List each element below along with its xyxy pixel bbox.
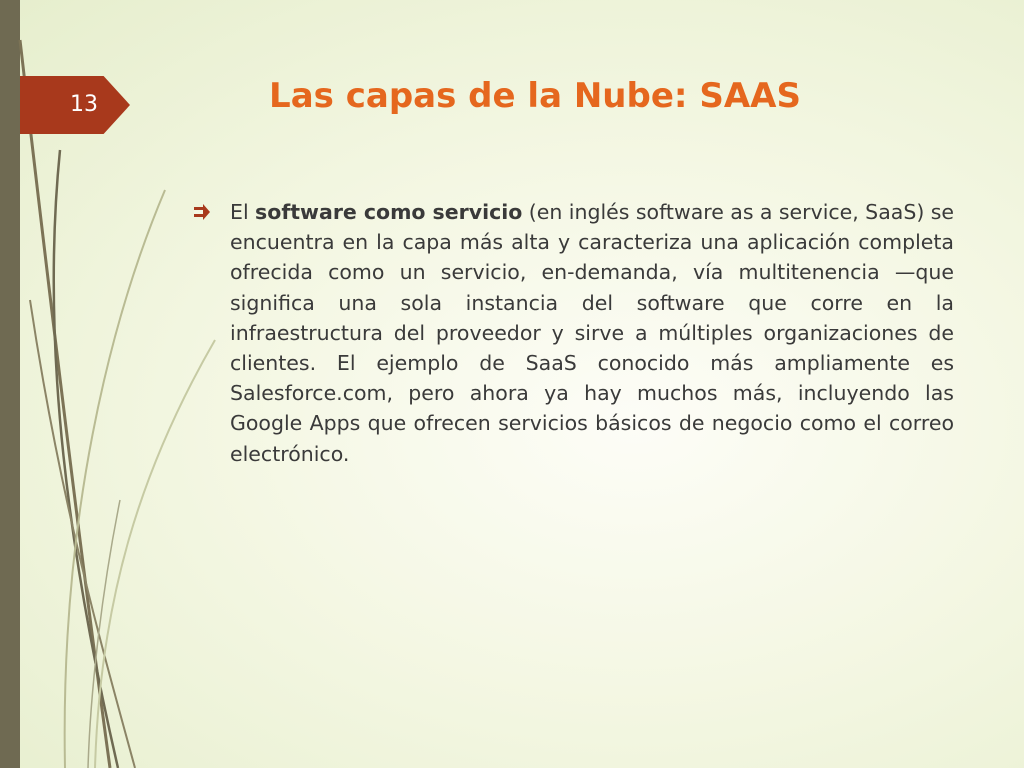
bullet-rest: (en inglés software as a service, SaaS) se encuentra en la capa más alta y caracteriza una aplicación completa ofrecida como un servicio, en-demanda, vía multitenencia —que significa una sola instancia del software que corre en la infraestructura del proveedor y sirve a múltiples organizaciones de clientes. El ejemplo de SaaS conocido más ampliamente es Salesforce.com, pero ahora ya hay muchos más, incluyendo las Google Apps que ofrecen servicios básicos de negocio como el correo electrónico. (230, 200, 955, 466)
arrow-bullet-icon (194, 204, 210, 220)
bullet-paragraph (230, 197, 954, 469)
slide-title: Las capas de la Nube: SAAS (269, 76, 801, 116)
bullet-prefix: El (230, 200, 256, 224)
bullet-bold-term: software como servicio (255, 200, 523, 224)
slide-number: 13 (70, 92, 98, 117)
